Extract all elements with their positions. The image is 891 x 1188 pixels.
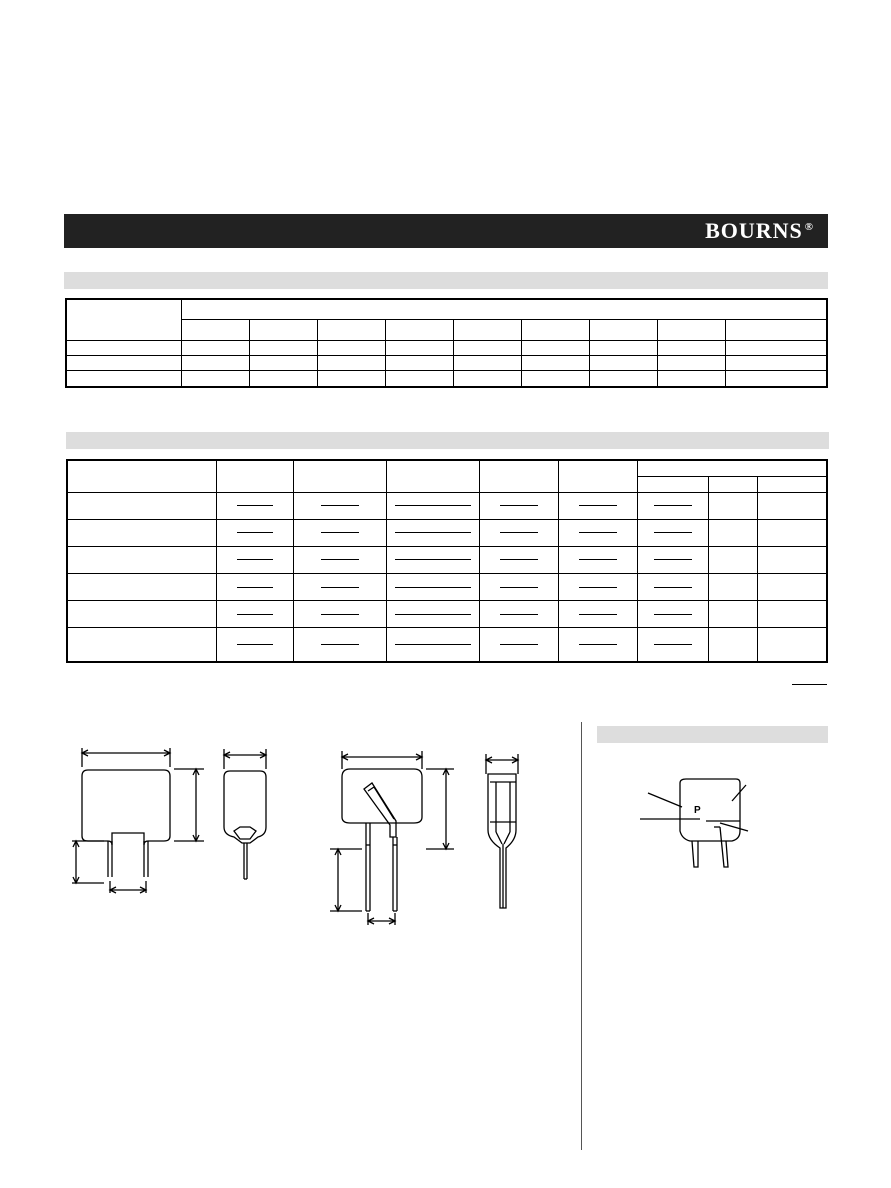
table-1-col-header	[725, 319, 827, 340]
table-row	[67, 601, 827, 628]
table-row	[67, 574, 827, 601]
brand-logo	[705, 218, 814, 244]
marking-diagram	[640, 775, 760, 875]
table-row	[67, 492, 827, 519]
table-row	[67, 546, 827, 573]
table-1-col-header	[317, 319, 385, 340]
device-drawing-front	[70, 745, 210, 900]
table-2	[66, 459, 828, 663]
table-row	[66, 371, 827, 387]
table-1-col-header	[589, 319, 657, 340]
section-bar-3	[597, 726, 828, 743]
table-1-col-header	[385, 319, 453, 340]
registered-mark: ®	[804, 220, 814, 233]
table-1-col-header	[521, 319, 589, 340]
device-drawing-kinked-side	[476, 748, 536, 918]
table-1	[65, 298, 828, 388]
section-bar-2	[66, 432, 829, 449]
table-1-col-header	[249, 319, 317, 340]
table-1-header-cell	[66, 299, 182, 340]
footnote-rule	[792, 684, 827, 685]
device-drawing-side	[218, 745, 278, 885]
device-drawing-kinked-front	[328, 745, 458, 930]
table-1-col-header	[182, 319, 250, 340]
table-1-col-header	[453, 319, 521, 340]
section-bar-1	[64, 272, 828, 289]
table-row	[66, 356, 827, 371]
brand-name: BOURNS	[705, 218, 803, 243]
column-divider	[581, 722, 582, 1150]
table-1-group-header	[182, 299, 828, 319]
table-row	[67, 519, 827, 546]
table-1-col-header	[657, 319, 725, 340]
header-bar	[64, 214, 828, 248]
table-row	[67, 628, 827, 662]
marking-letter: P	[694, 805, 701, 816]
table-row	[66, 340, 827, 355]
